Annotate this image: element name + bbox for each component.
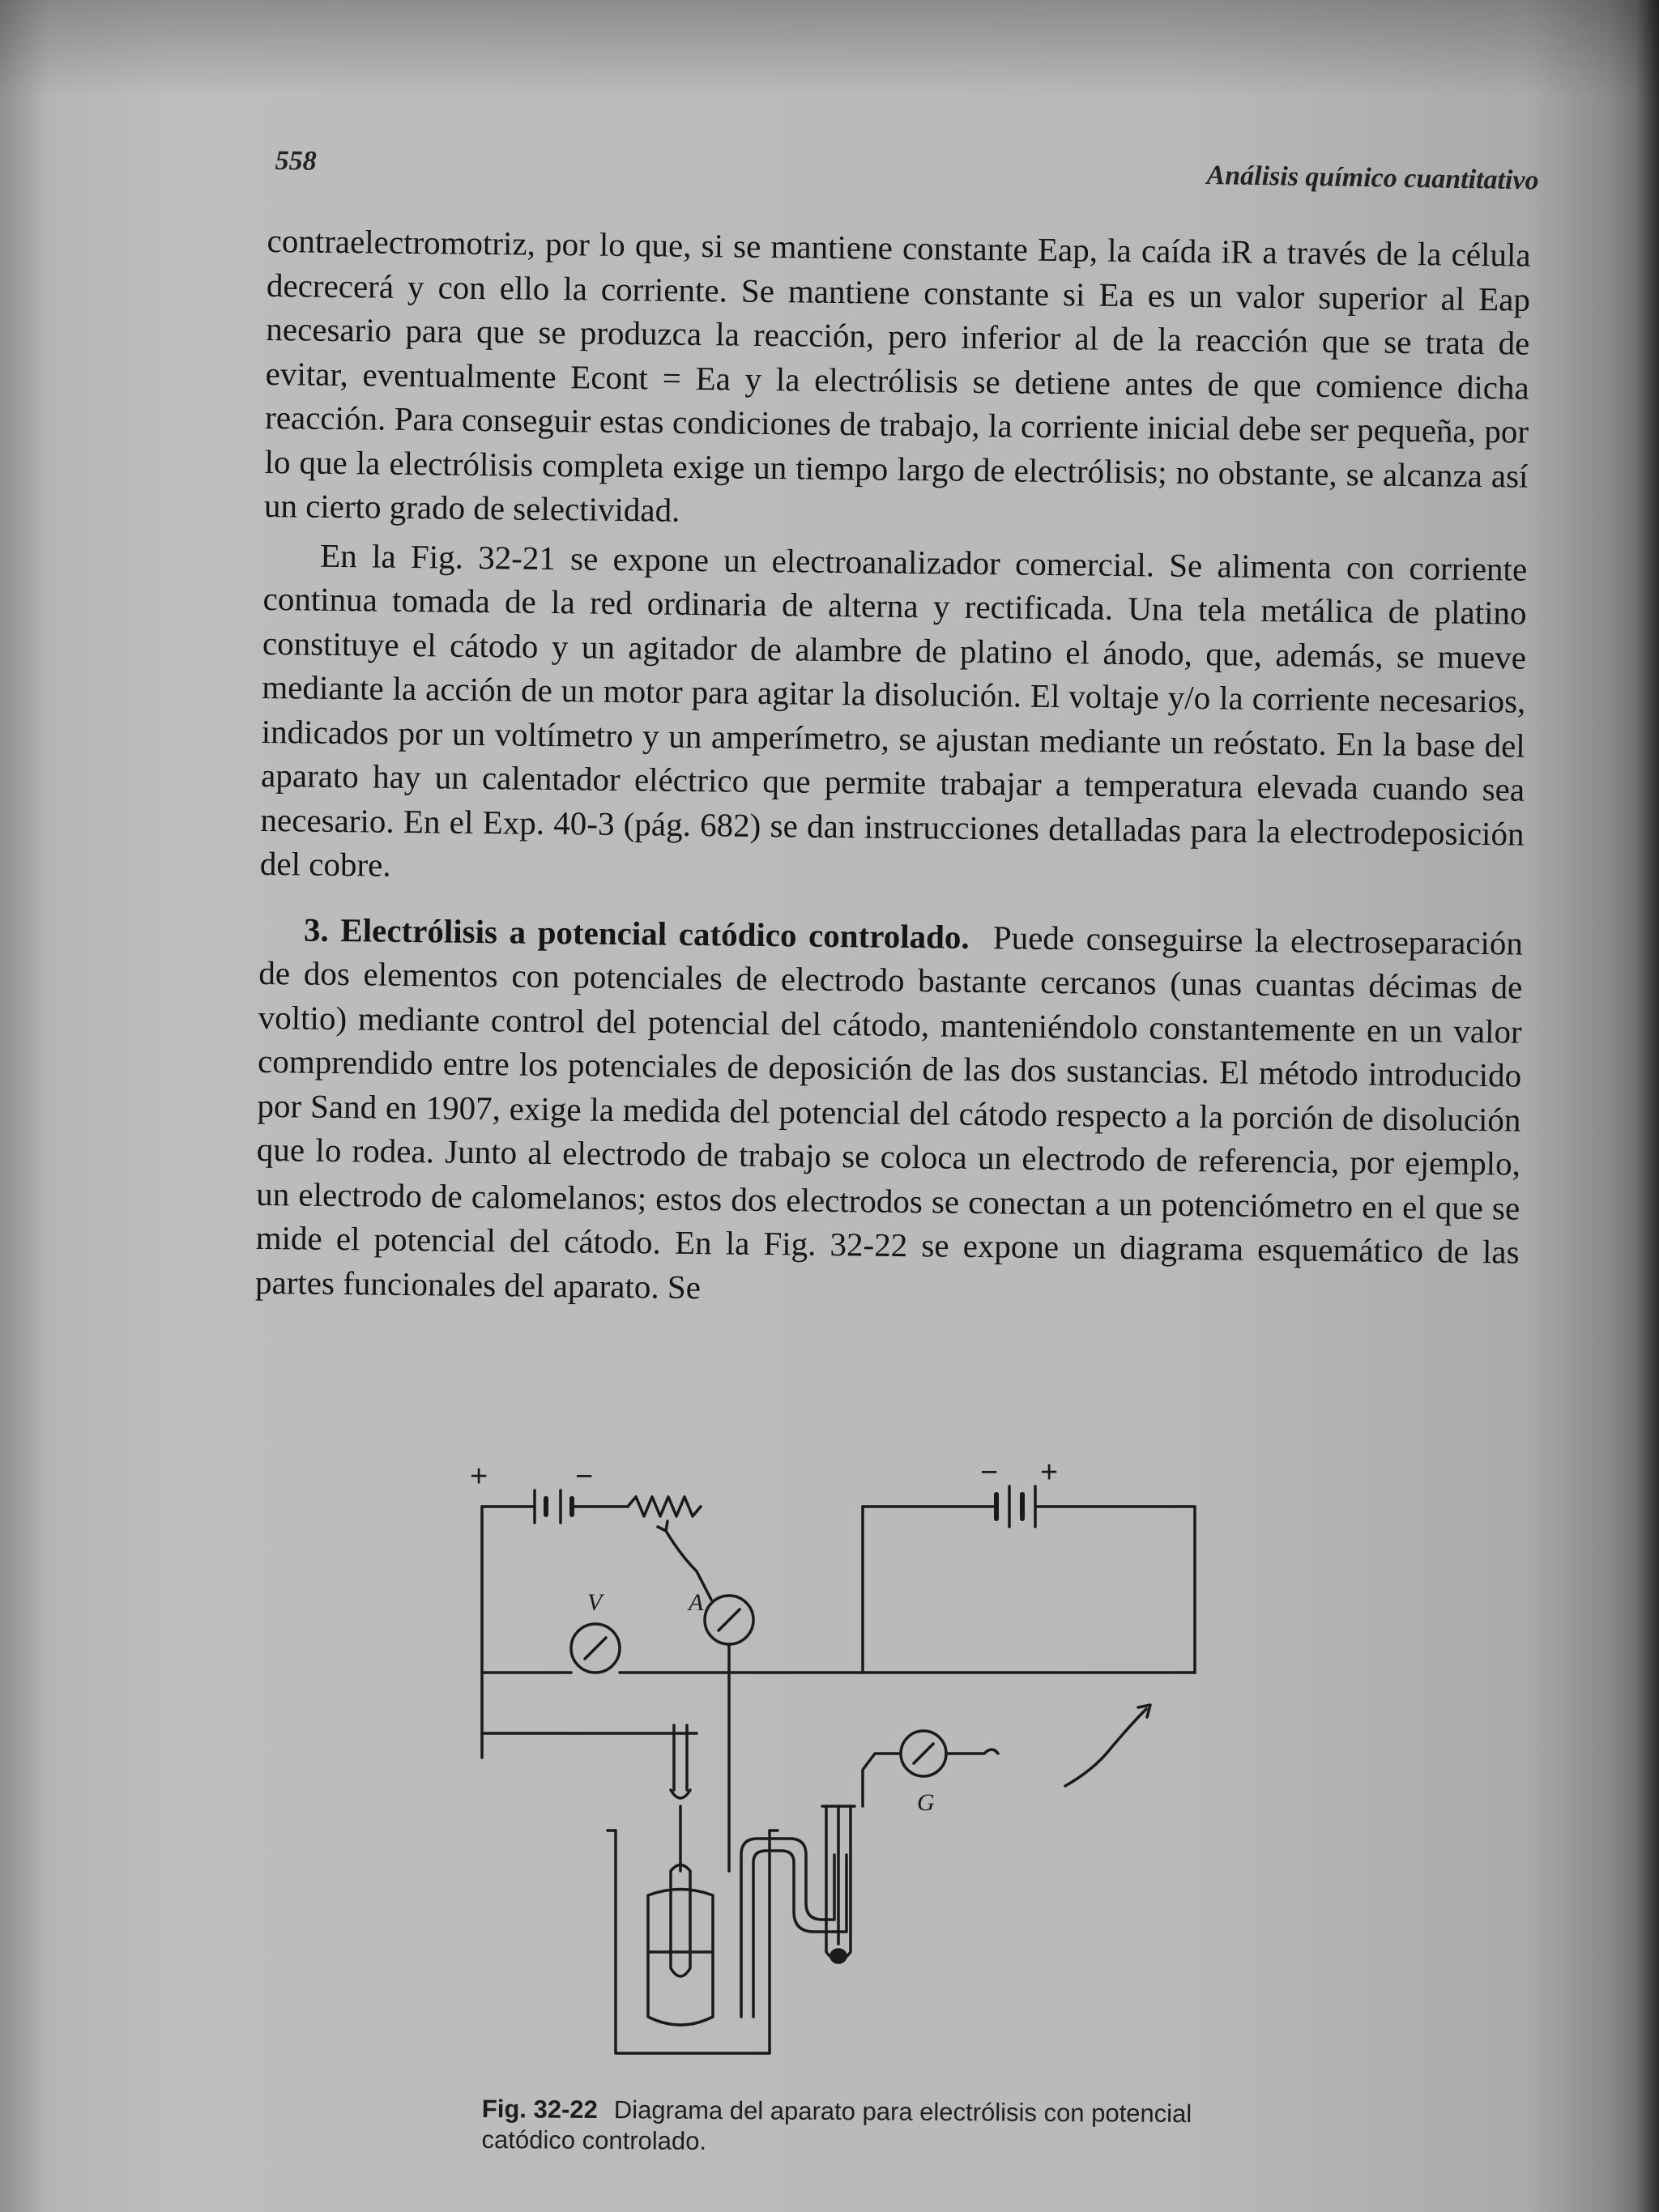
- rheostat-wiper: [666, 1531, 697, 1571]
- left-battery-minus-label: −: [575, 1460, 594, 1494]
- right-battery-minus-label: −: [980, 1455, 999, 1490]
- paragraph-2: En la Fig. 32-21 se expone un electroanalizador comercial. Se alimenta con corriente continua tomada de la red ordinaria de alterna y rectificada. Una tela metálica de platino constituye el cátodo y un agitador de alambre de platino el ánodo, que, además, se mueve mediante la acción de un motor para agitar la disolución. El voltaje y/o la corriente necesarios, indicados por un voltímetro y un amperímetro, se ajustan mediante un reóstato. En la base del aparato hay un calentador eléctrico que permite trabajar a temperatura elevada cuando sea necesario. En el Exp. 40-3 (pág. 682) se dan instrucciones detalladas para la electrodeposición del cobre.: [259, 536, 1528, 884]
- circuit-diagram: [454, 1450, 1231, 2082]
- body-text: [255, 219, 1531, 1319]
- ammeter-label: A: [689, 1589, 704, 1616]
- caption-text: Diagrama del aparato para electrólisis con potencial catódico controlado.: [481, 2095, 1192, 2155]
- right-battery: [863, 1486, 1195, 1673]
- paragraph-1: contraelectromotriz, por lo que, si se mantiene constante Eap, la caída iR a través de la célula decrecerá y con ello la corriente. Se mantiene constante si Ea es un valor superior al Eap necesario para que se produzca la reacción, pero inferior al de la reacción que se trata de evitar, eventualmente Econt = Ea y la electrólisis se detiene antes de que comience dicha reacción. Para conseguir estas condiciones de trabajo, la corriente inicial debe ser pequeña, por lo que la electrólisis completa exige un tiempo largo de electrólisis; no obstante, se alcanza así un cierto grado de selectividad.: [263, 221, 1531, 529]
- voltmeter-label: V: [587, 1589, 603, 1616]
- left-battery-plus-label: +: [470, 1460, 488, 1494]
- paragraph-3-body: Puede conseguirse la electroseparación de dos elementos con potenciales de electrodo bastante cercanos (unas cuantas décimas de voltio) mediante control del potencial del cátodo, manteniéndolo constantemente en un valor comprendido entre los potenciales de deposición de las dos sustancias. El método introducido por Sand en 1907, exige la medida del potencial del cátodo respecto a la porción de disolución que lo rodea. Junto al electrodo de trabajo se coloca un electrodo de referencia, por ejemplo, un electrodo de calomelanos; estos dos electrodos se conectan a un potenciómetro en el que se mide el potencial del cátodo. En la Fig. 32-22 se expone un diagrama esquemático de las partes funcionales del aparato. Se: [254, 918, 1524, 1306]
- figure-32-22: [454, 1450, 1231, 2082]
- rheostat: [628, 1497, 701, 1516]
- paragraph-3: [255, 906, 1523, 1318]
- running-head: Análisis químico cuantitativo: [1206, 160, 1539, 196]
- switch: [1065, 1709, 1146, 1786]
- page-number: 558: [275, 146, 317, 177]
- right-battery-plus-label: +: [1040, 1455, 1059, 1490]
- figure-caption: [481, 2094, 1211, 2160]
- page-edge-shadow: [1638, 0, 1659, 2212]
- caption-label: Fig. 32-22: [481, 2095, 598, 2124]
- section-heading: 3. Electrólisis a potencial catódico controlado.: [303, 910, 970, 956]
- left-battery: [482, 1490, 628, 1523]
- galvanometer-label: G: [917, 1789, 935, 1816]
- page-header: [275, 146, 1539, 222]
- beaker: [616, 1831, 770, 2053]
- salt-bridge: [741, 1839, 834, 2017]
